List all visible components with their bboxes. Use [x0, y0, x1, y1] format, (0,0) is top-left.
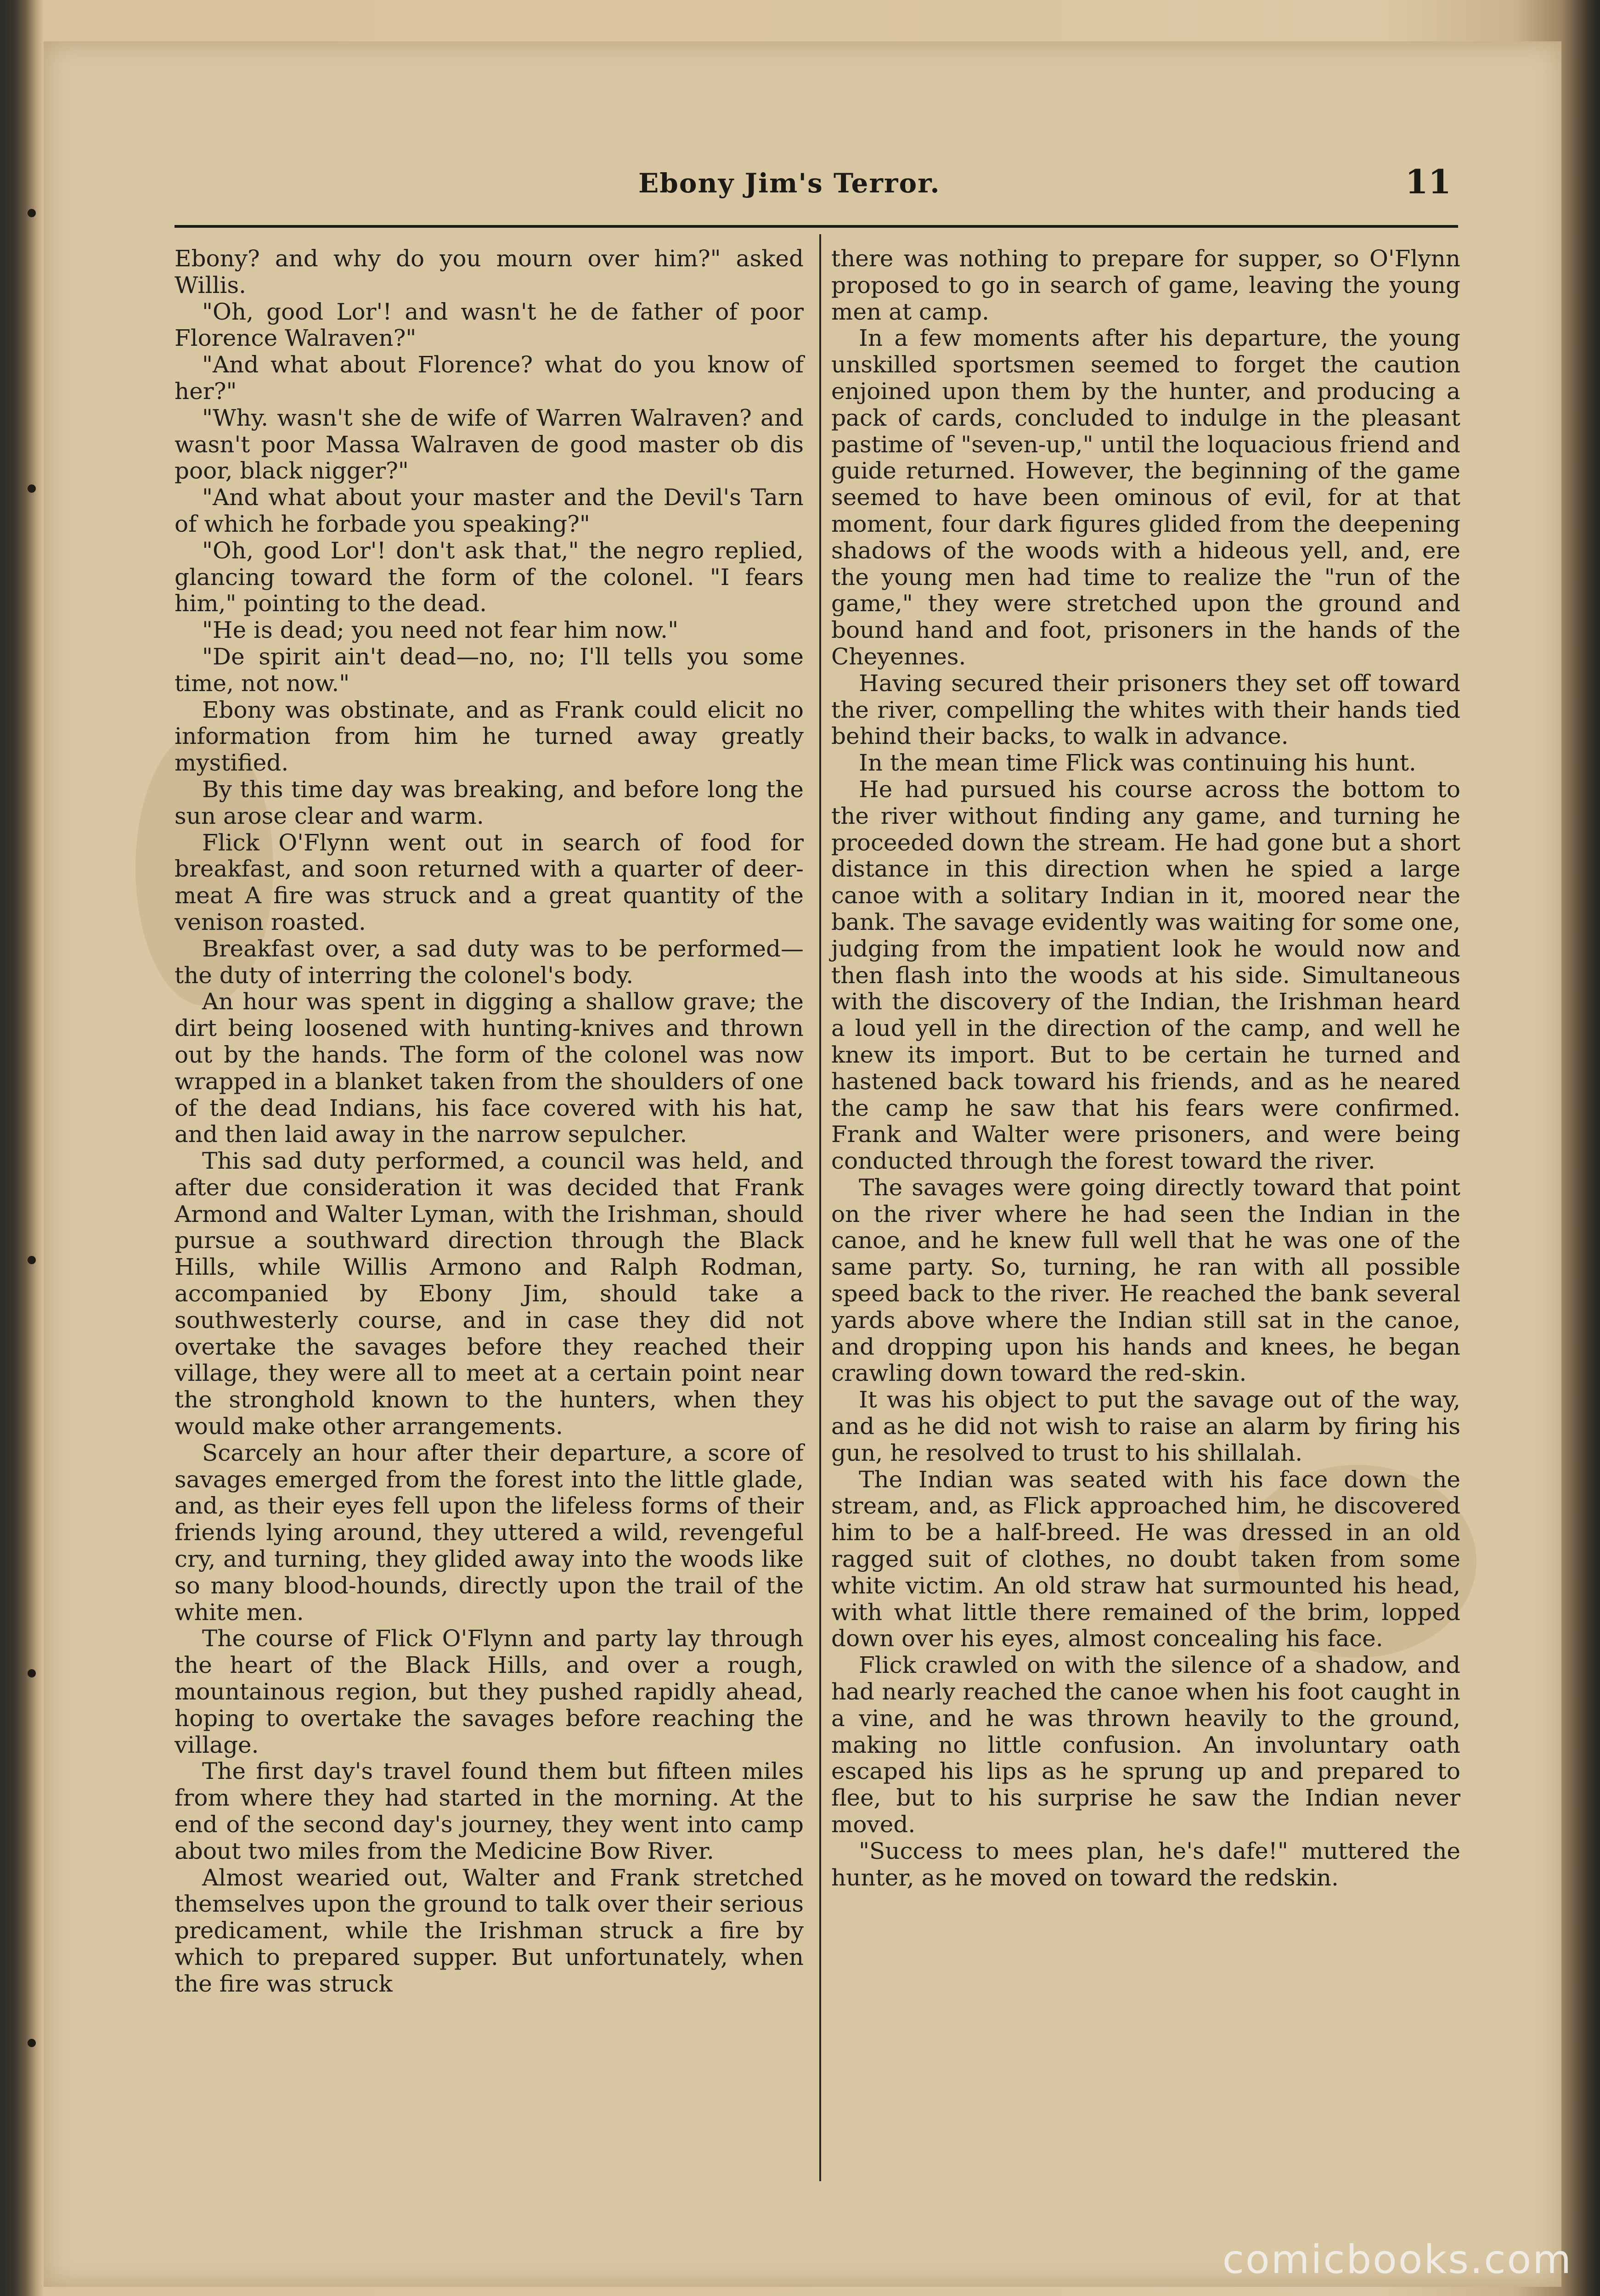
paragraph: "And what about your master and the Devil's Tarn of which he forbade you speaking?" — [175, 484, 804, 537]
paragraph: "Success to mees plan, he's dafe!" muttered the hunter, as he moved on toward the redskin. — [831, 1837, 1460, 1891]
paragraph: Flick O'Flynn went out in search of food for breakfast, and soon returned with a quarter of deer-meat A fire was struck and a great quantity of the venison roasted. — [175, 829, 804, 935]
paragraph: In a few moments after his departure, the young unskilled sportsmen seemed to forget the caution enjoined upon them by the hunter, and producing a pack of cards, concluded to indulge in the pleasant pastime of "seven-up," until the loquacious friend and guide returned. However, the beginning of the game seemed to have been ominous of evil, for at that moment, four dark figures glided from the deepening shadows of the woods with a hideous yell, and, ere the young men had time to realize the "run of the game," they were stretched upon the ground and bound hand and foot, prisoners in the hands of the Cheyennes. — [831, 325, 1460, 670]
paragraph: In the mean time Flick was continuing his hunt. — [859, 749, 1416, 777]
paragraph: "Oh, good Lor'! don't ask that," the negro replied, glancing toward the form of the colonel. "I fears him," pointing to the dead. — [175, 537, 804, 617]
paragraph: "He is dead; you need not fear him now." — [202, 617, 679, 644]
site-watermark: comicbooks.com — [1222, 2237, 1572, 2283]
binding-hole — [28, 1669, 36, 1677]
paragraph: "De spirit ain't dead—no, no; I'll tells you some time, not now." — [175, 643, 804, 697]
running-title: Ebony Jim's Terror. — [638, 168, 941, 199]
paragraph: The first day's travel found them but fifteen miles from where they had started in the morning. At the end of the second day's journey, they went into camp about two miles from the Medicine Bow River. — [175, 1758, 804, 1864]
paragraph: The course of Flick O'Flynn and party lay through the heart of the Black Hills, and over a rough, mountainous region, but they pushed rapidly ahead, hoping to overtake the savages before reaching the village. — [175, 1625, 804, 1758]
paragraph: "And what about Florence? what do you know of her?" — [175, 351, 804, 405]
paragraph: Flick crawled on with the silence of a shadow, and had nearly reached the canoe when his foot caught in a vine, and he was thrown heavily to the ground, making no little confusion. An involuntary oath escaped his lips as he sprung up and prepared to flee, but to his surprise he saw the Indian never moved. — [831, 1652, 1460, 1838]
header-rule — [175, 225, 1458, 228]
paragraph: He had pursued his course across the bottom to the river without finding any game, and turning he proceeded down the stream. He had gone but a short distance in this direction when he spied a large canoe with a solitary Indian in it, moored near the bank. The savage evidently was waiting for some one, judging from the impatient look he would now and then flash into the woods at his side. Simultaneous with the discovery of the Indian, the Irishman heard a loud yell in the direction of the camp, and well he knew its import. But to be certain he turned and hastened back toward his friends, and as he neared the camp he saw that his fears were confirmed. Frank and Walter were prisoners, and were being conducted through the forest toward the river. — [831, 776, 1460, 1175]
column-divider — [819, 234, 821, 2181]
paragraph: By this time day was breaking, and before long the sun arose clear and warm. — [175, 776, 804, 829]
left-column — [175, 246, 804, 1998]
paragraph: Ebony was obstinate, and as Frank could elicit no information from him he turned away greatly mystified. — [175, 696, 804, 777]
page-header — [175, 126, 1460, 201]
binding-hole — [28, 209, 36, 217]
right-column — [831, 246, 1460, 1891]
paragraph: Breakfast over, a sad duty was to be performed—the duty of interring the colonel's body. — [175, 935, 804, 989]
paragraph: "Oh, good Lor'! and wasn't he de father of poor Florence Walraven?" — [175, 298, 804, 352]
page-number: 11 — [1405, 162, 1451, 201]
paragraph: It was his object to put the savage out of the way, and as he did not wish to raise an alarm by firing his gun, he resolved to trust to his shillalah. — [831, 1386, 1460, 1466]
paragraph: "Why. wasn't she de wife of Warren Walraven? and wasn't poor Massa Walraven de good master ob dis poor, black nigger?" — [175, 404, 804, 484]
binding-hole — [28, 484, 36, 493]
paragraph: Having secured their prisoners they set off toward the river, compelling the whites with their hands tied behind their backs, to walk in advance. — [831, 670, 1460, 750]
binding-hole — [28, 2039, 36, 2047]
paragraph: Almost wearied out, Walter and Frank stretched themselves upon the ground to talk over their serious predicament, while the Irishman struck a fire by which to prepared supper. But unfortunately, when the fire was struck — [175, 1864, 804, 1997]
binding-hole — [28, 1256, 36, 1264]
paragraph: Ebony? and why do you mourn over him?" asked Willis. — [175, 245, 804, 298]
paragraph: The savages were going directly toward that point on the river where he had seen the Indian in the canoe, and he knew full well that he was one of the same party. So, turning, he ran with all possible speed back to the river. He reached the bank several yards above where the Indian still sat in the canoe, and dropping upon his hands and knees, he began crawling down toward the red-skin. — [831, 1174, 1460, 1387]
paragraph: Scarcely an hour after their departure, a score of savages emerged from the forest into the little glade, and, as their eyes fell upon the lifeless forms of their friends lying around, they uttered a wild, revengeful cry, and turning, they glided away into the woods like so many blood-hounds, directly upon the trail of the white men. — [175, 1439, 804, 1626]
paragraph: This sad duty performed, a council was held, and after due consideration it was decided that Frank Armond and Walter Lyman, with the Irishman, should pursue a southward direction through the Black Hills, while Willis Armono and Ralph Rodman, accompanied by Ebony Jim, should take a southwesterly course, and in case they did not overtake the savages before they reached their village, they were all to meet at a certain point near the stronghold known to the hunters, when they would make other arrangements. — [175, 1148, 804, 1440]
paragraph: there was nothing to prepare for supper, so O'Flynn proposed to go in search of game, leaving the young men at camp. — [831, 245, 1460, 325]
paragraph: The Indian was seated with his face down the stream, and, as Flick approached him, he discovered him to be a half-breed. He was dressed in an old ragged suit of clothes, no doubt taken from some white victim. An old straw hat surmounted his head, with what little there remained of the brim, lopped down over his eyes, almost concealing his face. — [831, 1466, 1460, 1652]
paragraph: An hour was spent in digging a shallow grave; the dirt being loosened with hunting-knives and thrown out by the hands. The form of the colonel was now wrapped in a blanket taken from the shoulders of one of the dead Indians, his face covered with his hat, and then laid away in the narrow sepulcher. — [175, 988, 804, 1148]
